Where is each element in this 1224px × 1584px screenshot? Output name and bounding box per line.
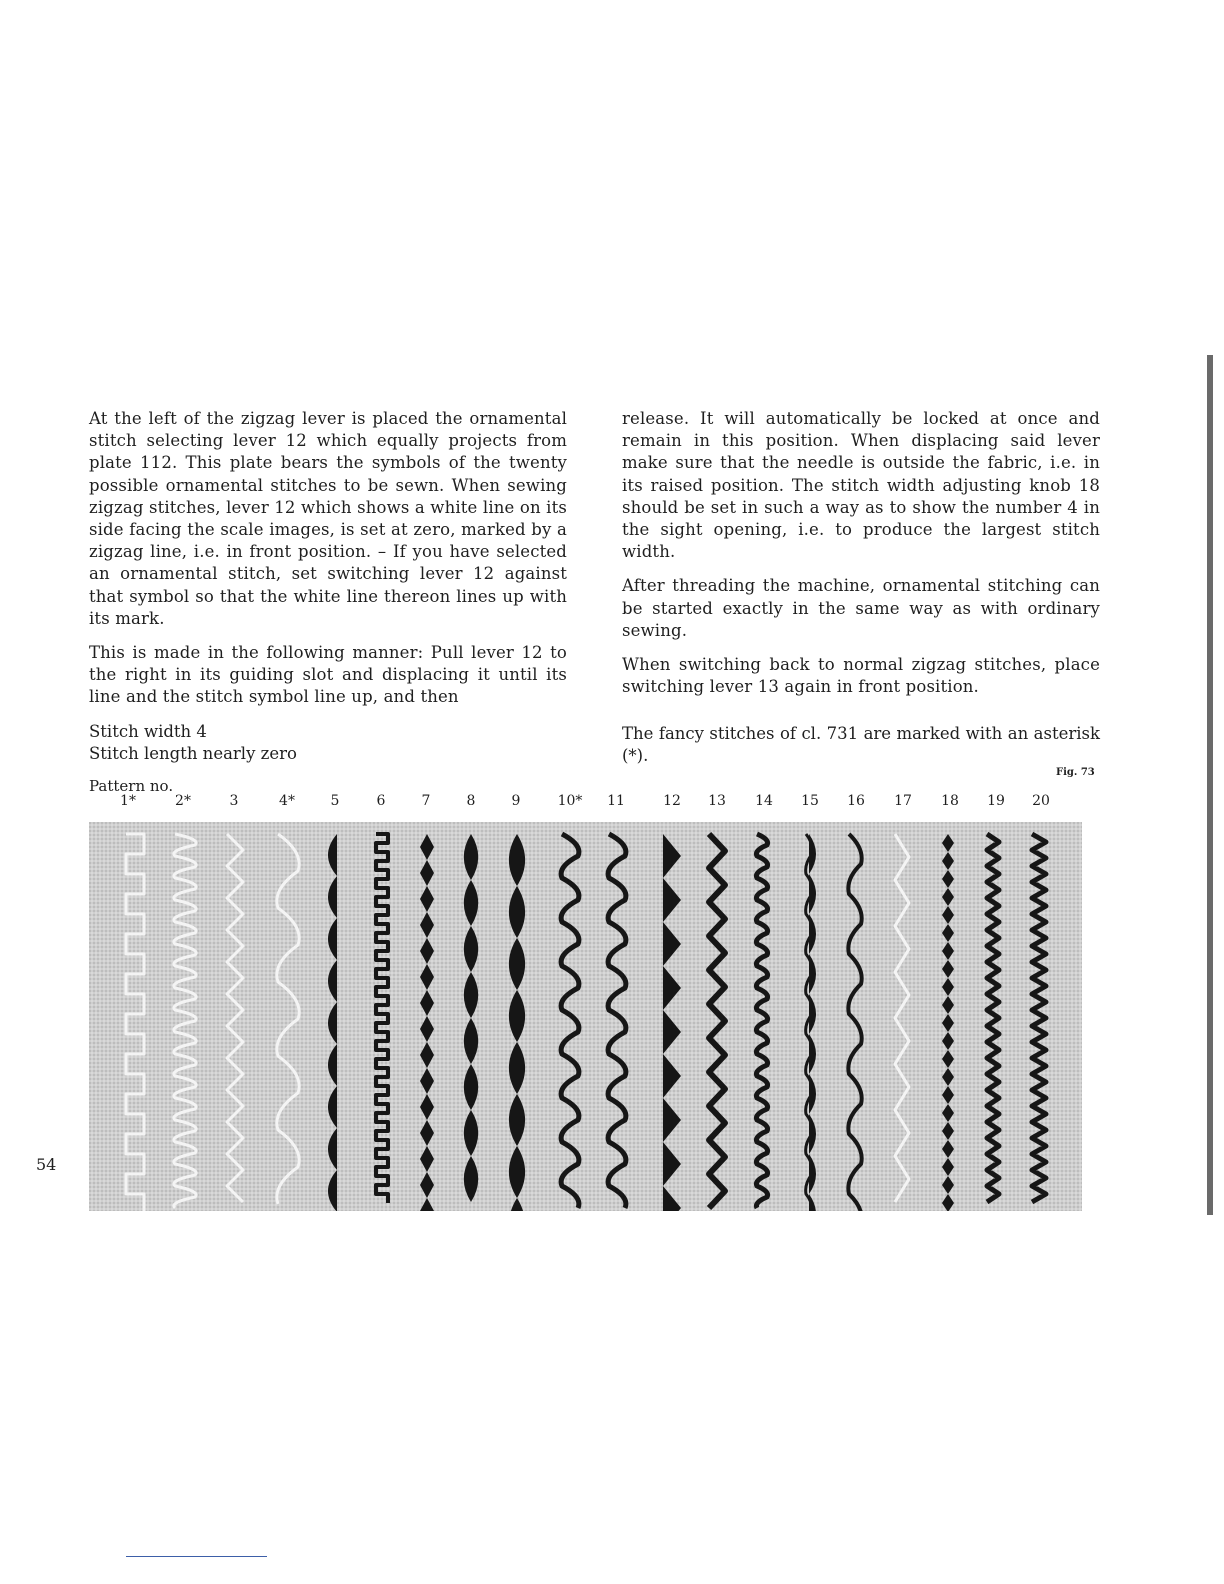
stitch-settings [89,721,297,765]
stitch-length-setting: Stitch length nearly zero [89,744,297,763]
pattern-number: 5 [330,793,340,809]
pattern-number-row [0,793,1224,815]
pattern-number: 3 [229,793,239,809]
page-edge-shadow [1207,355,1213,1215]
page-number: 54 [36,1155,57,1174]
pattern-number: 8 [466,793,476,809]
stitch-column [328,834,337,1211]
pattern-number: 12 [663,793,681,809]
right-paragraph-3: When switching back to normal zigzag stitches, place switching lever 13 again in front position. [622,655,1100,697]
figure-label: Fig. 73 [1056,767,1095,778]
pattern-number: 11 [607,793,625,809]
pattern-number: 13 [708,793,726,809]
pattern-number: 20 [1032,793,1050,809]
pattern-number: 9 [511,793,521,809]
pattern-number: 18 [941,793,959,809]
pattern-number: 2* [175,793,191,809]
pattern-number: 4* [279,793,295,809]
right-paragraph-1: release. It will automatically be locked at once and remain in this position. When displacing said lever make sure that the needle is outside the fabric, i.e. in its raised position. The stitch width adjusting knob 18 should be set in such a way as to show the number 4 in the sight opening, i.e. to produce the largest stitch width. [622,409,1100,562]
pattern-number: 19 [987,793,1005,809]
pattern-number: 10* [557,793,583,809]
pattern-number: 14 [755,793,773,809]
pattern-number: 6 [376,793,386,809]
fancy-stitch-note: The fancy stitches of cl. 731 are marked with an asterisk (*). [622,724,1100,765]
left-paragraph-1: At the left of the zigzag lever is placed the ornamental stitch selecting lever 12 which equally projects from plate 112. This plate bears the symbols of the twenty possible ornamental stitches to be sewn. When sewing zigzag stitches, lever 12 which shows a white line on its side facing the scale images, is set at zero, marked by a zigzag line, i.e. in front position. – If you have selected an ornamental stitch, set switching lever 12 against that symbol so that the white line thereon lines up with its mark. [89,409,567,628]
pattern-number: 7 [421,793,431,809]
pattern-number: 16 [847,793,865,809]
stitch-width-setting: Stitch width 4 [89,722,207,741]
pattern-number: 1* [120,793,136,809]
left-paragraph-2: This is made in the following manner: Pull lever 12 to the right in its guiding slot and displacing it until its line and the stitch symbol line up, and then [89,643,567,707]
pattern-number: 15 [801,793,819,809]
left-text-column [89,408,567,721]
ornamental-stitch-sample-photo [89,822,1082,1211]
footer-rule [126,1556,267,1557]
right-text-column [622,408,1100,710]
right-paragraph-2: After threading the machine, ornamental stitching can be started exactly in the same way as with ordinary sewing. [622,576,1100,640]
pattern-number: 17 [894,793,912,809]
pattern-number-label: Pattern no. [89,777,174,795]
